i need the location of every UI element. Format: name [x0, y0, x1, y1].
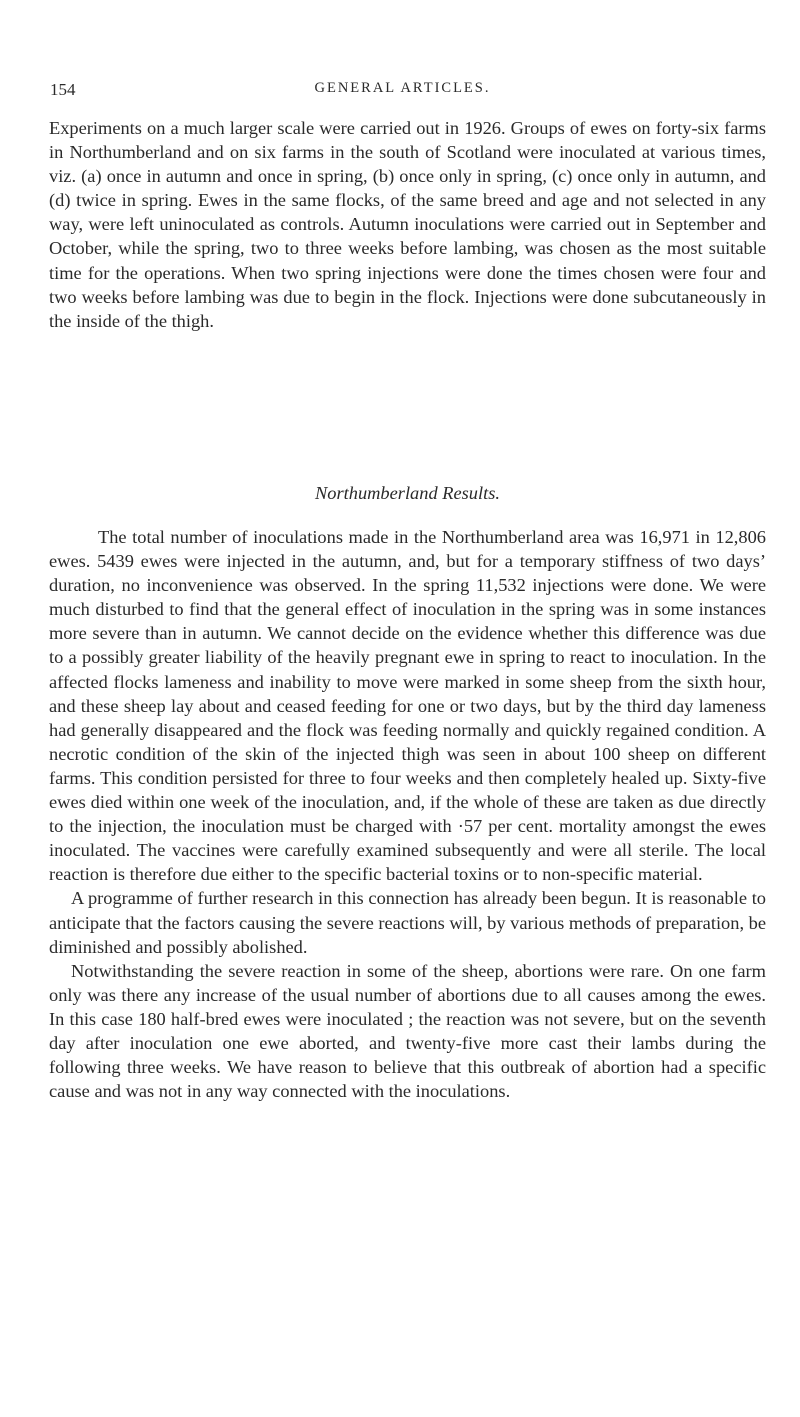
article-results-block	[49, 525, 766, 1103]
paragraph-abortions: Notwithstanding the severe reaction in some of the sheep, abortions were rare. On one farm only was there any increase of the usual number of abortions due to all causes among the ewes. In this case 180 half-bred ewes were inoculated ; the reaction was not severe, but on the seventh day after inoculation one ewe aborted, and twenty-five more cast their lambs during the following three weeks. We have reason to believe that this outbreak of abortion had a specific cause and was not in any way connected with the inoculations.	[49, 960, 766, 1102]
running-header	[50, 80, 755, 104]
section-heading: Northumberland Results.	[315, 483, 500, 503]
paragraph-research: A programme of further research in this connection has already been begun. It is reasonable to anticipate that the factors causing the severe reactions will, by various methods of preparation, be diminished and possibly abolished.	[49, 888, 766, 957]
page-number: 154	[50, 80, 76, 99]
paragraph-experiments: Experiments on a much larger scale were carried out in 1926. Groups of ewes on forty-six farms in Northumberland and on six farms in the south of Scotland were inoculated at various times, viz. (a) once in autumn and once in spring, (b) once only in spring, (c) once only in autumn, and (d) twice in spring. Ewes in the same flocks, of the same breed and age and not selected in any way, were left uninoculated as controls. Autumn inoculations were carried out in September and October, while the spring, two to three weeks before lambing, was chosen as the most suitable time for the operations. When two spring injections were done the times chosen were four and two weeks before lambing was due to begin in the flock. Injections were done subcutaneously in the inside of the thigh.	[49, 118, 766, 331]
paragraph-results: The total number of inoculations made in the Northumberland area was 16,971 in 12,806 ewes. 5439 ewes were injected in the autumn, and, but for a temporary stiffness of two days’ duration, no inconvenience was observed. In the spring 11,532 injections were done. We were much disturbed to find that the general effect of inoculation in the spring was in some instances more severe than in autumn. We cannot decide on the evidence whether this difference was due to a possibly greater liability of the heavily pregnant ewe in spring to react to inoculation. In the affected flocks lameness and inability to move were marked in some sheep from the sixth hour, and these sheep lay about and ceased feeding for one or two days, but by the third day lameness had generally disappeared and the flock was feeding normally and quickly regained condition. A necrotic condition of the skin of the injected thigh was seen in about 100 sheep on different farms. This condition persisted for three to four weeks and then completely healed up. Sixty-five ewes died within one week of the inoculation, and, if the whole of these are taken as due directly to the injection, the inoculation must be charged with ·57 per cent. mortality amongst the ewes inoculated. The vaccines were carefully examined subsequently and were all sterile. The local reaction is therefore due either to the specific bacterial toxins or to non-specific material.	[49, 527, 766, 885]
running-title: GENERAL ARTICLES.	[314, 80, 491, 96]
article-intro-block	[49, 116, 766, 333]
